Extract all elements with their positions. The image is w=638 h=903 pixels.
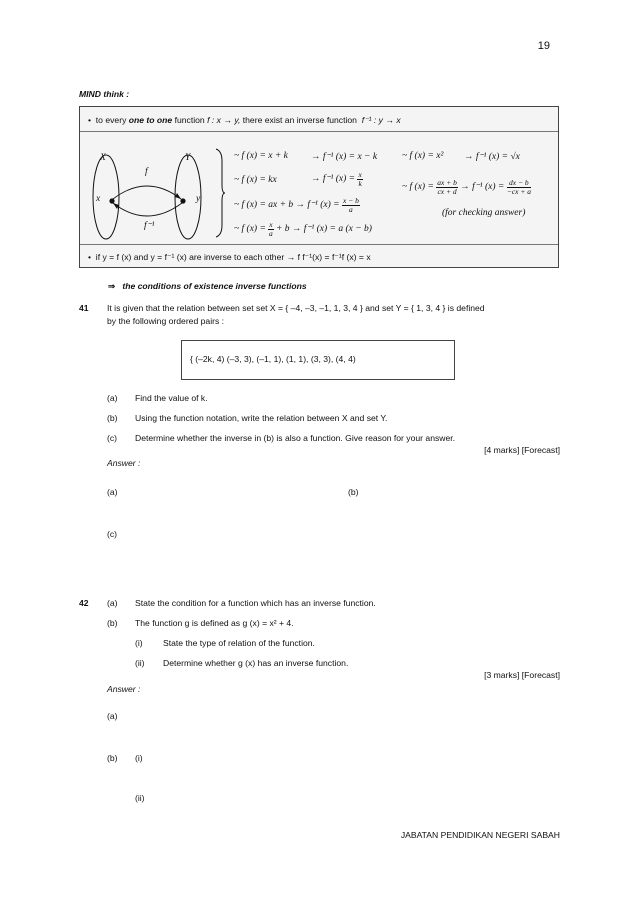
formula-5-right: → f⁻¹ (x) = √x [464,152,520,162]
text: → f⁻¹ (x) = [311,174,356,185]
ordered-pairs-box [181,340,455,380]
arrow-finv [113,203,182,216]
q42-answer: Answer : [107,684,141,694]
formula-2-left: ~ f (x) = kx [234,175,277,185]
label-set-y: Y [185,153,191,163]
label-x: x [96,194,101,204]
q41-c-label: (c) [107,433,118,443]
math: f : x → y, [207,115,241,125]
q41-c-text: Determine whether the inverse in (b) is also a function. Give reason for your answer. [135,433,456,443]
denominator: a [349,204,353,214]
point-x [109,198,114,203]
numerator: x − b [342,196,359,205]
subheading [108,281,307,292]
mind-think-heading: MIND think : [79,89,130,99]
q42-b-label: (b) [107,618,118,628]
text: there exist an inverse function [242,115,357,125]
point-y [180,198,185,203]
formula-4 [234,221,372,237]
q42-a-label: (a) [107,598,118,608]
denominator: −cx + a [506,186,531,196]
text: to every [95,115,127,125]
fraction [357,171,362,187]
math: f⁻¹ : y → x [361,115,401,125]
q42-ans-a: (a) [107,711,118,721]
emphasis: one to one [128,115,173,125]
q41-ans-a: (a) [107,487,118,497]
q42-b-text: The function g is defined as g (x) = x² + 4. [135,618,294,628]
checking-note: (for checking answer) [442,208,526,218]
text: → f⁻¹ (x) = [460,182,505,193]
denominator: k [358,178,362,188]
mind-line-2 [88,252,371,263]
numerator: dx − b [507,179,531,188]
bullet: • [88,252,92,262]
formula-2-right [311,171,363,187]
denominator: a [269,228,273,238]
ordered-pairs: { (–2k, 4) (–3, 3), (–1, 1), (1, 1), (3, 3), (4, 4) [190,354,356,364]
formula-6 [402,179,531,195]
text: function [174,115,205,125]
q42-number: 42 [79,598,89,608]
q42-ans-bi: (i) [135,753,143,763]
numerator: ax + b [437,178,457,187]
q41-number: 41 [79,303,89,313]
q42-ans-b: (b) [107,753,118,763]
q42-bi-text: State the type of relation of the function. [163,638,315,648]
text: if y = f (x) and y = f⁻¹ (x) are inverse to each other → f f⁻¹(x) = f⁻¹f (x) = x [95,252,371,262]
mind-think-box [79,106,559,268]
text: the conditions of existence inverse functions [122,281,307,291]
bullet: • [88,115,92,125]
brace [214,147,226,239]
arrow-f-head [175,193,181,199]
divider [80,244,558,245]
mind-line-1 [88,115,401,126]
label-f: f [145,167,148,177]
text: + b → f⁻¹ (x) = a (x − b) [275,224,372,235]
label-y: y [196,194,201,204]
q41-ans-b: (b) [348,487,359,497]
q42-ans-bii: (ii) [135,793,145,803]
q42-a-text: State the condition for a function which has an inverse function. [135,598,376,608]
q41-answer: Answer : [107,458,141,468]
formula-5-left: ~ f (x) = x² [402,151,444,161]
text: ~ f (x) = ax + b → f⁻¹ (x) = [234,200,340,211]
numerator: x [358,170,362,179]
label-finv: f⁻¹ [144,221,155,231]
fraction [436,179,458,195]
q42-bi-label: (i) [135,638,143,648]
label-set-x: X [100,153,106,163]
q41-a-text: Find the value of k. [135,393,208,403]
formula-1-right: → f⁻¹ (x) = x − k [311,152,378,162]
denominator: cx + d [437,186,457,196]
q41-ans-c: (c) [107,529,118,539]
q41-b-text: Using the function notation, write the relation between X and set Y. [135,413,388,423]
q41-stem-1: It is given that the relation between set set X = { –4, –3, –1, 1, 3, 4 } and set Y = { 1, 3, 4 } is defined [107,303,485,313]
formula-1-left: ~ f (x) = x + k [234,151,288,161]
arrow-f [113,186,181,199]
numerator: x [269,220,273,229]
q42-marks: [3 marks] [Forecast] [484,670,560,680]
q41-b-label: (b) [107,413,118,423]
q42-bii-label: (ii) [135,658,145,668]
divider [80,131,558,132]
fraction [342,197,360,213]
q41-a-label: (a) [107,393,118,403]
fraction [507,179,531,195]
footer: JABATAN PENDIDIKAN NEGERI SABAH [400,830,560,840]
fraction [268,221,273,237]
q41-marks: [4 marks] [Forecast] [484,445,560,455]
q41-stem-2: by the following ordered pairs : [107,316,225,326]
implies-icon: ⇒ [108,281,116,291]
text: ~ f (x) = [402,182,434,193]
formula-3 [234,197,360,213]
page-number: 19 [537,40,550,52]
q42-bii-text: Determine whether g (x) has an inverse function. [163,658,349,668]
text: ~ f (x) = [234,224,266,235]
